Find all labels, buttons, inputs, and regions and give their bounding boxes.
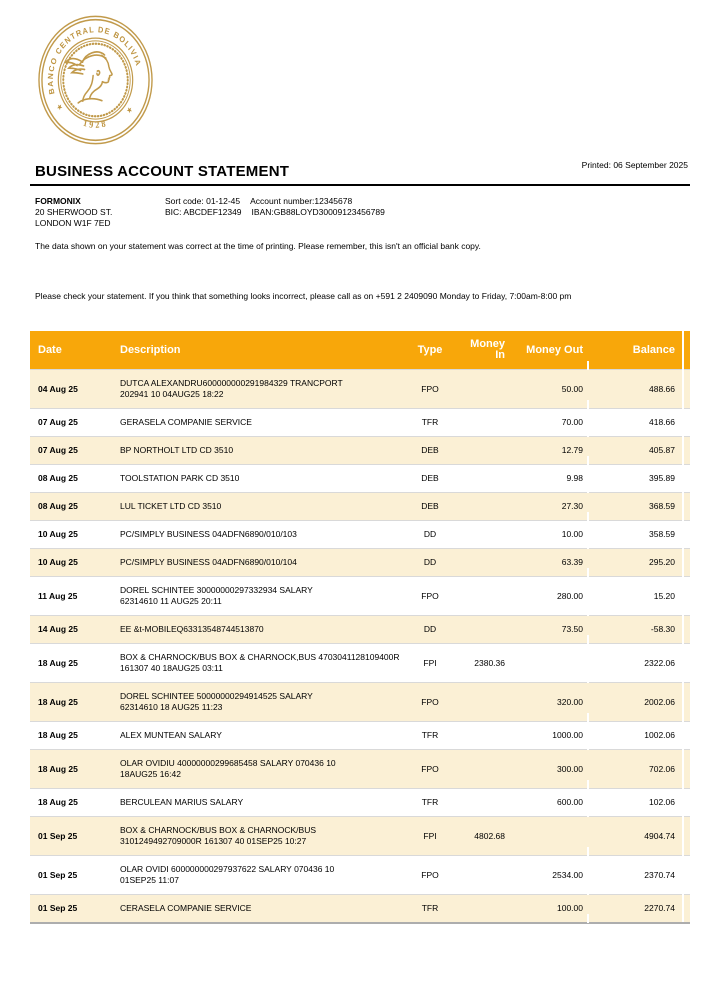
cell-description — [120, 722, 400, 750]
account-address-line2: LONDON W1F 7ED — [35, 218, 111, 228]
cell-money-out — [510, 644, 588, 683]
col-header-date: Date — [30, 331, 120, 370]
transaction-row — [30, 895, 690, 924]
cell-stub — [683, 644, 690, 683]
cell-balance: 4904.74 — [588, 817, 683, 856]
cell-type: DEB — [400, 437, 460, 465]
col-header-money-out: Money Out — [510, 331, 588, 370]
transaction-row — [30, 577, 690, 616]
transaction-row — [30, 549, 690, 577]
cell-description — [120, 856, 400, 895]
cell-date: 18 Aug 25 — [30, 750, 120, 789]
cell-description — [120, 817, 400, 856]
cell-stub — [683, 722, 690, 750]
cell-money-out: 12.79 — [510, 437, 588, 465]
seal-year: 1928 — [82, 117, 109, 130]
cell-type: TFR — [400, 789, 460, 817]
description-line2: 62314610 11 AUG25 20:11 — [120, 596, 222, 606]
cell-stub — [683, 409, 690, 437]
description-line1: EE &t-MOBILEQ63313548744513870 — [120, 624, 264, 634]
cell-type: DEB — [400, 493, 460, 521]
transaction-row — [30, 856, 690, 895]
mercury-head-icon — [66, 52, 112, 103]
cell-money-in — [460, 493, 510, 521]
cell-type: TFR — [400, 409, 460, 437]
cell-money-in — [460, 722, 510, 750]
cell-stub — [683, 437, 690, 465]
cell-stub — [683, 789, 690, 817]
description-line1: DUTCA ALEXANDRU600000000291984329 TRANCPORT — [120, 378, 343, 388]
cell-type: FPO — [400, 856, 460, 895]
cell-money-out: 10.00 — [510, 521, 588, 549]
cell-date: 10 Aug 25 — [30, 549, 120, 577]
cell-description — [120, 370, 400, 409]
description-line1: CERASELA COMPANIE SERVICE — [120, 903, 252, 913]
transaction-row — [30, 521, 690, 549]
cell-money-out: 100.00 — [510, 895, 588, 924]
cell-date: 11 Aug 25 — [30, 577, 120, 616]
cell-type: TFR — [400, 722, 460, 750]
cell-money-out: 9.98 — [510, 465, 588, 493]
printed-date: Printed: 06 September 2025 — [581, 160, 688, 170]
cell-date: 14 Aug 25 — [30, 616, 120, 644]
col-header-money-in: Money In — [460, 331, 510, 370]
cell-money-in — [460, 856, 510, 895]
cell-money-out — [510, 817, 588, 856]
cell-stub — [683, 465, 690, 493]
cell-balance: 2322.06 — [588, 644, 683, 683]
description-line2: 01SEP25 11:07 — [120, 875, 179, 885]
cell-money-in — [460, 370, 510, 409]
description-line2: 62314610 18 AUG25 11:23 — [120, 702, 223, 712]
description-line1: BOX & CHARNOCK/BUS BOX & CHARNOCK,BUS 4703041128109400R — [120, 652, 400, 662]
cell-date: 08 Aug 25 — [30, 465, 120, 493]
cell-description — [120, 616, 400, 644]
cell-balance: 102.06 — [588, 789, 683, 817]
cell-money-in: 2380.36 — [460, 644, 510, 683]
cell-date: 07 Aug 25 — [30, 409, 120, 437]
cell-description — [120, 683, 400, 722]
seal-star-right: ★ — [124, 104, 135, 116]
cell-stub — [683, 577, 690, 616]
transaction-row — [30, 789, 690, 817]
cell-type: FPI — [400, 817, 460, 856]
cell-date: 18 Aug 25 — [30, 789, 120, 817]
cell-type: DD — [400, 549, 460, 577]
iban: IBAN:GB88LOYD30009123456789 — [251, 207, 385, 217]
cell-stub — [683, 521, 690, 549]
cell-money-out: 63.39 — [510, 549, 588, 577]
bic: BIC: ABCDEF12349 — [165, 207, 242, 217]
col-header-balance: Balance — [588, 331, 683, 370]
cell-description — [120, 789, 400, 817]
cell-money-in — [460, 750, 510, 789]
account-holder-name: FORMONIX — [35, 196, 81, 206]
transaction-row — [30, 465, 690, 493]
cell-balance: 702.06 — [588, 750, 683, 789]
cell-balance: 405.87 — [588, 437, 683, 465]
cell-date: 07 Aug 25 — [30, 437, 120, 465]
transactions-table — [30, 331, 690, 924]
cell-type: FPO — [400, 370, 460, 409]
description-line1: PC/SIMPLY BUSINESS 04ADFN6890/010/104 — [120, 557, 297, 567]
col-header-description: Description — [120, 331, 400, 370]
cell-date: 18 Aug 25 — [30, 722, 120, 750]
cell-money-out: 73.50 — [510, 616, 588, 644]
transaction-row — [30, 750, 690, 789]
cell-money-in — [460, 616, 510, 644]
cell-date: 18 Aug 25 — [30, 683, 120, 722]
cell-stub — [683, 856, 690, 895]
cell-balance: 368.59 — [588, 493, 683, 521]
transaction-row — [30, 409, 690, 437]
cell-description — [120, 493, 400, 521]
cell-date: 08 Aug 25 — [30, 493, 120, 521]
cell-money-out: 1000.00 — [510, 722, 588, 750]
cell-stub — [683, 493, 690, 521]
title-divider — [30, 184, 690, 186]
cell-stub — [683, 817, 690, 856]
transaction-row — [30, 722, 690, 750]
cell-stub — [683, 895, 690, 924]
description-line2: 202941 10 04AUG25 18:22 — [120, 389, 224, 399]
transactions-table-wrap — [30, 331, 690, 924]
cell-stub — [683, 370, 690, 409]
col-header-type: Type — [400, 331, 460, 370]
description-line2: 18AUG25 16:42 — [120, 769, 181, 779]
cell-balance: 488.66 — [588, 370, 683, 409]
description-line1: OLAR OVIDI 600000000297937622 SALARY 070436 10 — [120, 864, 335, 874]
cell-type: TFR — [400, 895, 460, 924]
cell-money-out: 280.00 — [510, 577, 588, 616]
cell-money-in — [460, 789, 510, 817]
seal-bank-name: BANCO CENTRAL DE BOLIVIA — [46, 24, 143, 96]
account-holder-block — [35, 196, 112, 229]
cell-money-in — [460, 465, 510, 493]
cell-description — [120, 465, 400, 493]
account-number: Account number:12345678 — [250, 196, 353, 206]
cell-money-in — [460, 409, 510, 437]
account-numbers-block — [165, 196, 385, 218]
cell-description — [120, 895, 400, 924]
cell-balance: 358.59 — [588, 521, 683, 549]
cell-type: FPO — [400, 750, 460, 789]
col-header-stub — [683, 331, 690, 370]
cell-balance: 15.20 — [588, 577, 683, 616]
cell-money-out: 320.00 — [510, 683, 588, 722]
contact-text: Please check your statement. If you think that something looks incorrect, please call as on +591 2 2409090 Monday to Friday, 7:00am-8:00 pm — [35, 291, 572, 301]
cell-date: 04 Aug 25 — [30, 370, 120, 409]
cell-stub — [683, 616, 690, 644]
cell-stub — [683, 549, 690, 577]
account-address-line1: 20 SHERWOOD ST. — [35, 207, 113, 217]
cell-description — [120, 409, 400, 437]
cell-balance: 1002.06 — [588, 722, 683, 750]
sort-code: Sort code: 01-12-45 — [165, 196, 241, 206]
cell-money-in — [460, 521, 510, 549]
description-line2: 161307 40 18AUG25 03:11 — [120, 663, 223, 673]
cell-type: DD — [400, 521, 460, 549]
cell-balance: -58.30 — [588, 616, 683, 644]
cell-date: 10 Aug 25 — [30, 521, 120, 549]
cell-money-out: 70.00 — [510, 409, 588, 437]
cell-money-in — [460, 683, 510, 722]
cell-money-in — [460, 895, 510, 924]
cell-description — [120, 549, 400, 577]
disclaimer-text: The data shown on your statement was correct at the time of printing. Please remember, this isn't an official bank copy. — [35, 241, 481, 251]
description-line1: PC/SIMPLY BUSINESS 04ADFN6890/010/103 — [120, 529, 297, 539]
cell-description — [120, 750, 400, 789]
bank-seal-logo — [36, 13, 155, 147]
transaction-row — [30, 493, 690, 521]
cell-balance: 395.89 — [588, 465, 683, 493]
transaction-row — [30, 644, 690, 683]
cell-money-out: 300.00 — [510, 750, 588, 789]
description-line1: BOX & CHARNOCK/BUS BOX & CHARNOCK/BUS — [120, 825, 317, 835]
transaction-row — [30, 437, 690, 465]
cell-date: 01 Sep 25 — [30, 895, 120, 924]
cell-money-in — [460, 577, 510, 616]
transaction-row — [30, 817, 690, 856]
cell-description — [120, 521, 400, 549]
description-line1: OLAR OVIDIU 40000000299685458 SALARY 070436 10 — [120, 758, 336, 768]
description-line1: GERASELA COMPANIE SERVICE — [120, 417, 252, 427]
seal-star-left: ★ — [54, 101, 65, 113]
cell-type: DD — [400, 616, 460, 644]
cell-stub — [683, 683, 690, 722]
cell-money-out: 50.00 — [510, 370, 588, 409]
description-line1: BP NORTHOLT LTD CD 3510 — [120, 445, 234, 455]
cell-balance: 2370.74 — [588, 856, 683, 895]
transaction-row — [30, 616, 690, 644]
cell-money-in: 4802.68 — [460, 817, 510, 856]
cell-date: 01 Sep 25 — [30, 856, 120, 895]
cell-balance: 2002.06 — [588, 683, 683, 722]
description-line2: 3101249492709000R 161307 40 01SEP25 10:27 — [120, 836, 307, 846]
cell-type: DEB — [400, 465, 460, 493]
description-line1: LUL TICKET LTD CD 3510 — [120, 501, 222, 511]
cell-type: FPO — [400, 683, 460, 722]
cell-date: 18 Aug 25 — [30, 644, 120, 683]
cell-date: 01 Sep 25 — [30, 817, 120, 856]
description-line1: TOOLSTATION PARK CD 3510 — [120, 473, 240, 483]
cell-money-out: 27.30 — [510, 493, 588, 521]
transaction-row — [30, 370, 690, 409]
cell-description — [120, 644, 400, 683]
cell-balance: 418.66 — [588, 409, 683, 437]
description-line1: DOREL SCHINTEE 50000000294914525 SALARY — [120, 691, 313, 701]
table-header-row — [30, 331, 690, 370]
cell-money-out: 600.00 — [510, 789, 588, 817]
description-line1: DOREL SCHINTEE 30000000297332934 SALARY — [120, 585, 313, 595]
cell-type: FPI — [400, 644, 460, 683]
cell-stub — [683, 750, 690, 789]
cell-balance: 2270.74 — [588, 895, 683, 924]
cell-money-in — [460, 437, 510, 465]
transaction-row — [30, 683, 690, 722]
page-title: BUSINESS ACCOUNT STATEMENT — [35, 163, 290, 180]
cell-money-out: 2534.00 — [510, 856, 588, 895]
cell-balance: 295.20 — [588, 549, 683, 577]
cell-money-in — [460, 549, 510, 577]
description-line1: ALEX MUNTEAN SALARY — [120, 730, 222, 740]
cell-description — [120, 437, 400, 465]
cell-description — [120, 577, 400, 616]
description-line1: BERCULEAN MARIUS SALARY — [120, 797, 244, 807]
cell-type: FPO — [400, 577, 460, 616]
bank-seal-icon — [36, 13, 155, 147]
